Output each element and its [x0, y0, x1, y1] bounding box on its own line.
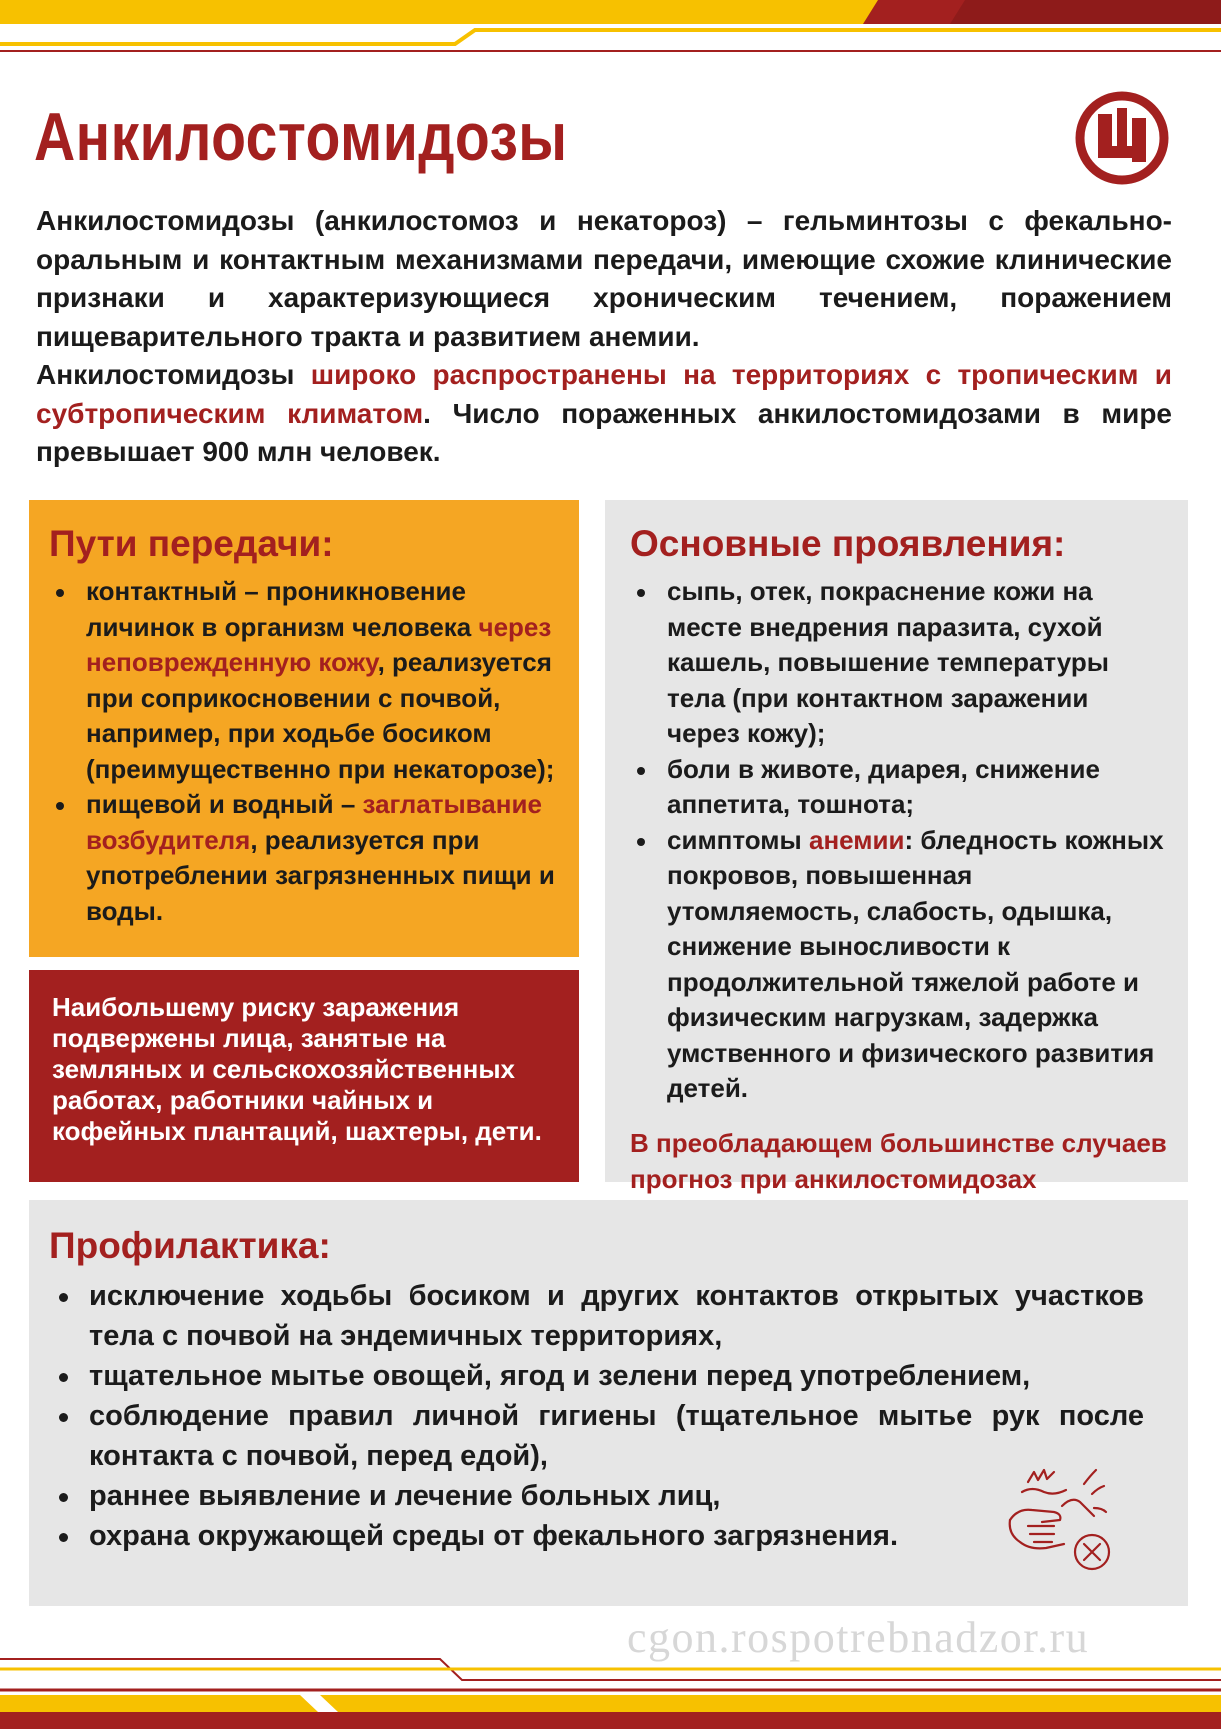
- item-text: : бледность кожных покровов, повышенная утомляемость, слабость, одышка, снижение выносливости к продолжительной тяжелой работе и физическим нагрузкам, задержка умственного и физического развития детей.: [667, 824, 1164, 1103]
- list-item: [630, 752, 1168, 823]
- intro-paragraph-2: [36, 356, 1172, 472]
- list-item: [49, 1476, 1144, 1516]
- website-url: cgon.rospotrebnadzor.ru: [627, 1613, 1090, 1662]
- list-item: [49, 1396, 1144, 1476]
- bullet-icon: [56, 589, 64, 597]
- item-text: , реализуется при соприкосновении с почвой, например, при ходьбе босиком (преимущественно при некаторозе);: [86, 647, 555, 784]
- item-highlight: заглатывание возбудителя: [86, 789, 542, 855]
- intro-p2-end: . Число пораженных анкилостомидозами в мире превышает 900 млн человек.: [36, 397, 1173, 467]
- bullet-icon: [59, 1293, 68, 1302]
- symptoms-panel: [605, 500, 1188, 1194]
- transmission-list: [49, 574, 557, 929]
- item-text: охрана окружающей среды от фекального загрязнения.: [89, 1520, 899, 1552]
- item-text: , реализуется при употреблении загрязненных пищи и воды.: [86, 824, 555, 926]
- intro-p2-highlight: широко распространены на территориях с тропическим и субтропическим климатом: [36, 359, 1172, 429]
- item-text: пищевой и водный –: [86, 789, 363, 819]
- hand-washing-icon: [1000, 1460, 1130, 1578]
- prevention-heading: Профилактика:: [49, 1225, 331, 1266]
- list-item: [630, 574, 1168, 752]
- symptoms-heading: Основные проявления:: [630, 523, 1066, 564]
- list-item: [49, 1356, 1144, 1396]
- bullet-icon: [59, 1413, 68, 1422]
- list-item: [49, 1276, 1144, 1356]
- prognosis-text: В преобладающем большинстве случаев прогноз при анкилостомидозах: [630, 1127, 1167, 1194]
- bullet-icon: [56, 802, 64, 810]
- transmission-panel: [29, 500, 579, 957]
- bullet-icon: [637, 767, 645, 775]
- bullet-icon: [59, 1493, 68, 1502]
- page-title: Анкилостомидозы: [34, 99, 568, 175]
- item-text: тщательное мытье овощей, ягод и зелени перед употреблением,: [89, 1360, 1031, 1392]
- item-text: боли в животе, диарея, снижение аппетита, тошнота;: [667, 753, 1100, 819]
- item-text: сыпь, отек, покраснение кожи на месте внедрения паразита, сухой кашель, повышение температуры тела (при контактном заражении через кожу);: [667, 576, 1109, 748]
- item-text: контактный – проникновение личинок в организм человека: [86, 576, 479, 642]
- item-highlight: через неповрежденную кожу: [86, 611, 552, 677]
- item-text: раннее выявление и лечение больных лиц,: [89, 1480, 721, 1512]
- risk-panel: [29, 970, 579, 1182]
- intro-paragraph-1: Анкилостомидозы (анкилостомоз и некатороз) – гельминтозы с фекально-оральным и контактным механизмами передачи, имеющие схожие клинические признаки и характеризующиеся хроническим течением, поражением пищеварительного тракта и развитием анемии.: [36, 205, 1172, 352]
- transmission-heading: Пути передачи:: [49, 523, 334, 564]
- bullet-icon: [59, 1533, 68, 1542]
- list-item: [630, 823, 1168, 1107]
- prevention-list: [49, 1276, 1144, 1556]
- intro-text: [36, 202, 1172, 472]
- bullet-icon: [59, 1373, 68, 1382]
- item-text: симптомы: [667, 824, 809, 855]
- item-text: соблюдение правил личной гигиены (тщательное мытье рук после контакта с почвой, перед едой),: [89, 1400, 1144, 1472]
- bullet-icon: [637, 838, 645, 846]
- list-item: [49, 787, 557, 929]
- rospotrebnadzor-logo-icon: [1074, 90, 1170, 186]
- bullet-icon: [637, 589, 645, 597]
- item-text: исключение ходьбы босиком и других контактов открытых участков тела с почвой на эндемичных территориях,: [89, 1280, 1144, 1352]
- intro-p2-start: Анкилостомидозы: [36, 359, 311, 390]
- list-item: [49, 574, 557, 787]
- item-highlight: анемии: [808, 824, 905, 855]
- list-item: [49, 1516, 1144, 1556]
- symptoms-list: [630, 574, 1168, 1107]
- risk-text: Наибольшему риску заражения подвержены лица, занятые на земляных и сельскохозяйственных работах, работники чайных и кофейных плантаций, шахтеры, дети.: [52, 992, 542, 1146]
